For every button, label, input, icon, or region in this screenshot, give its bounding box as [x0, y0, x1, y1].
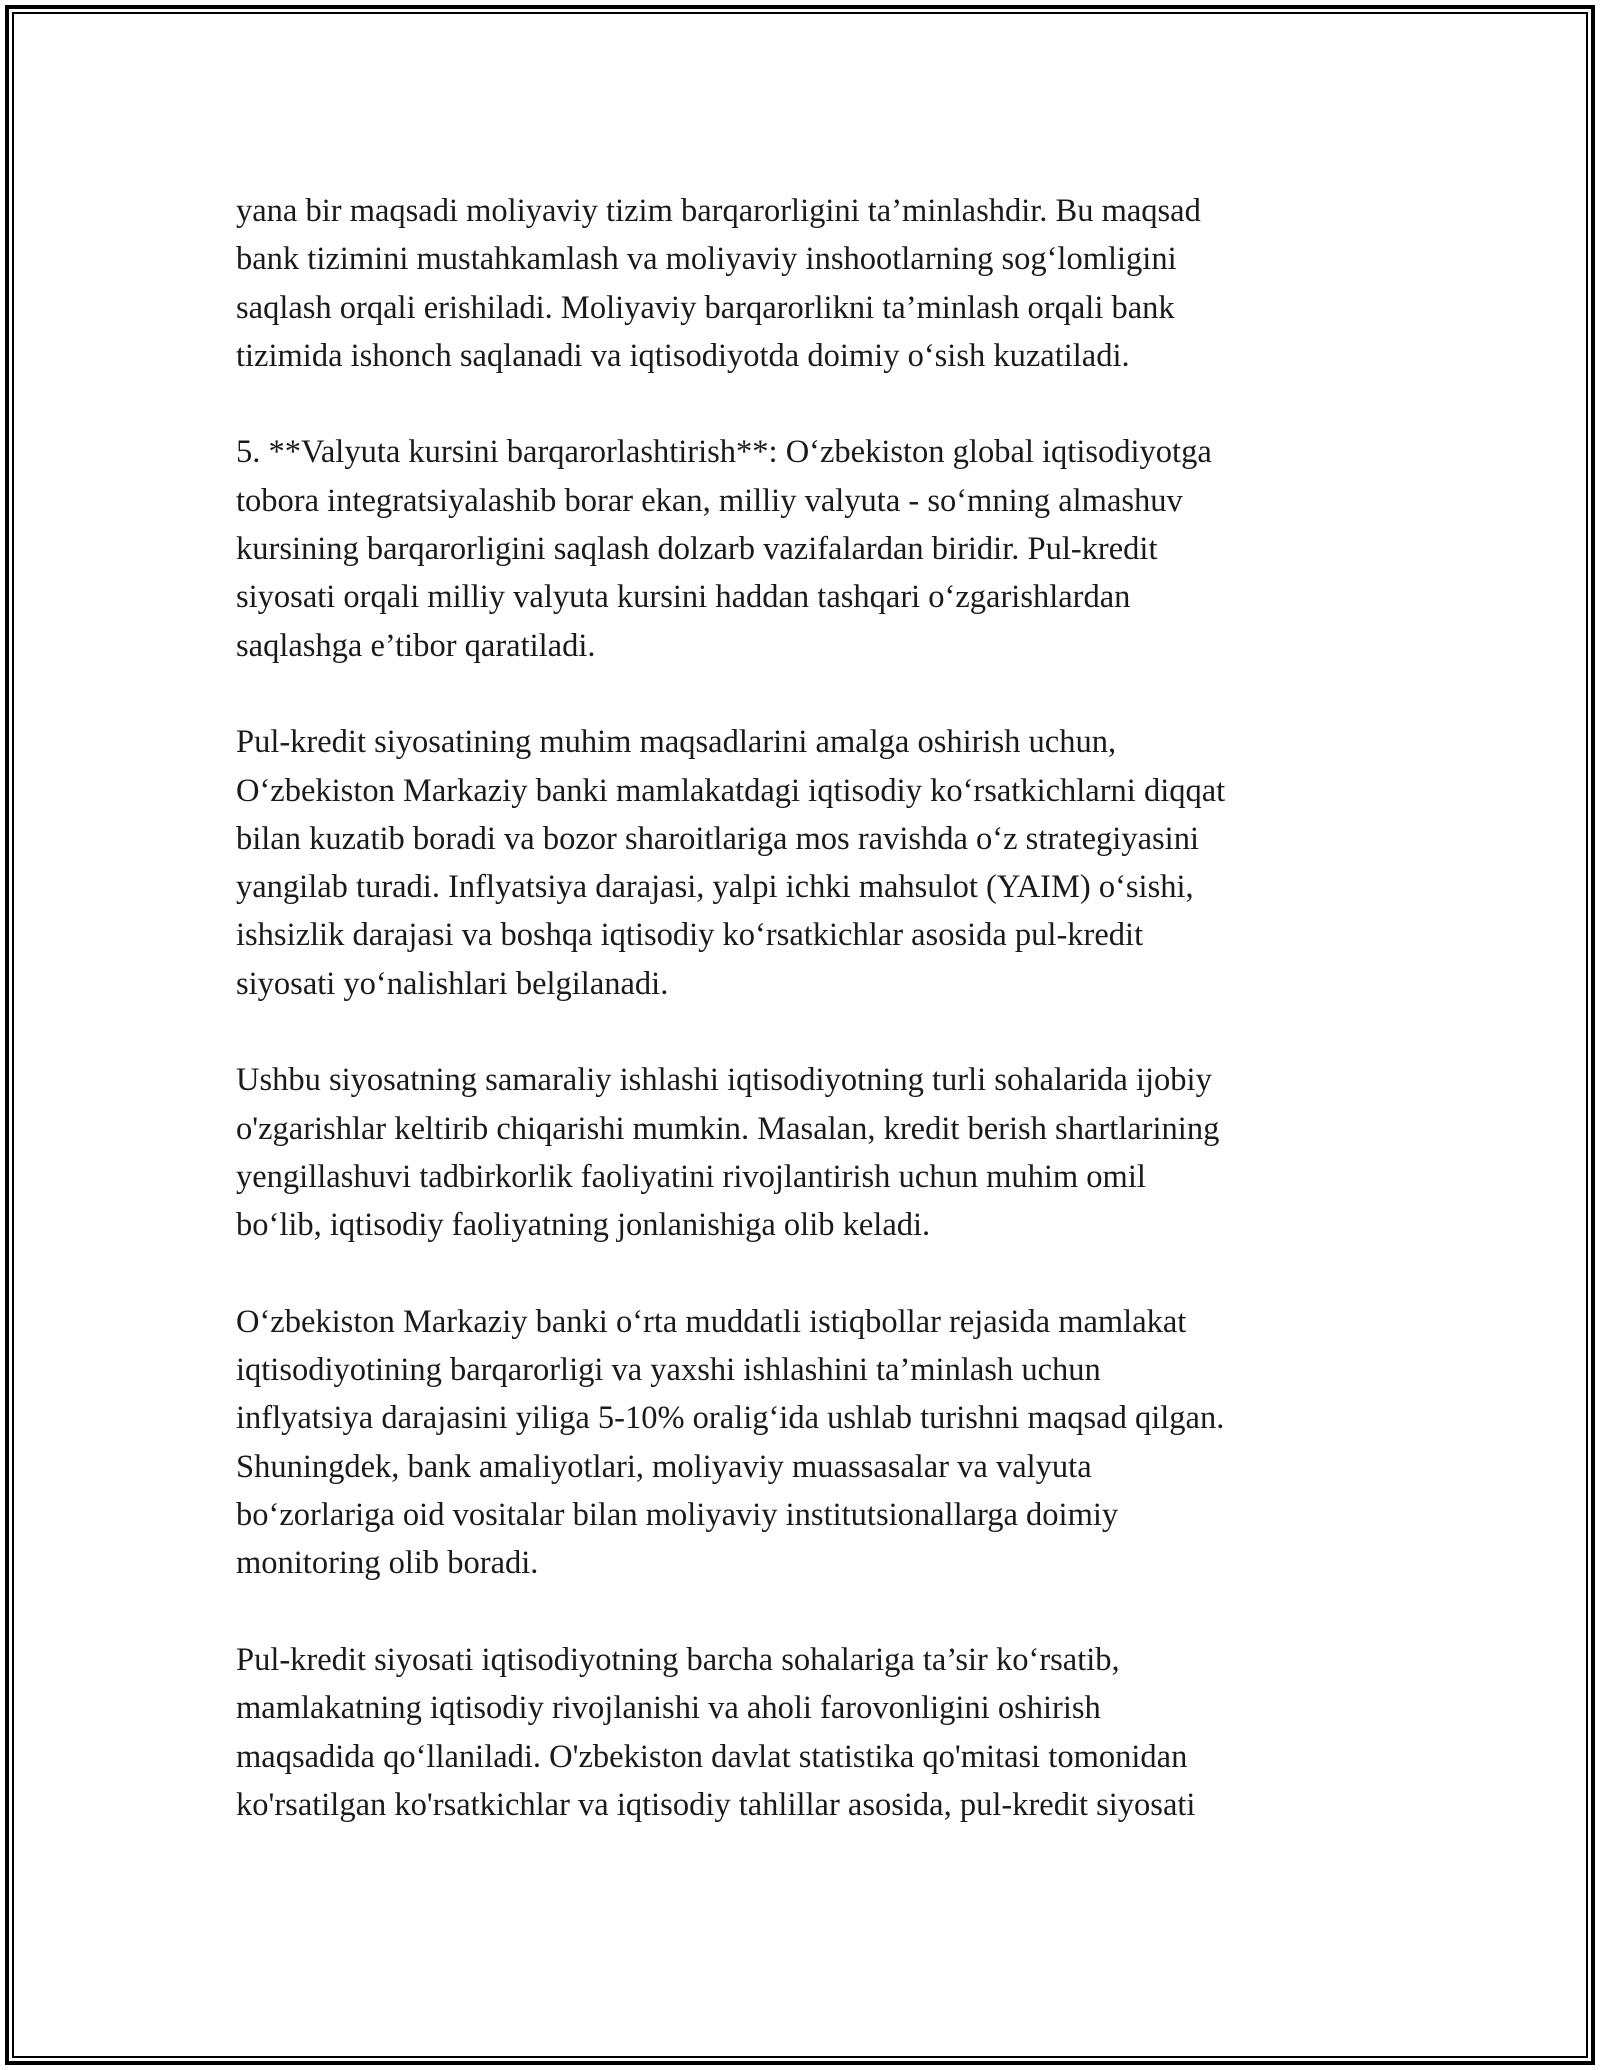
text-line: Pul-kredit siyosatining muhim maqsadlarini amalga oshirish uchun,	[236, 724, 1117, 761]
text-line: Ushbu siyosatning samaraliy ishlashi iqtisodiyotning turli sohalarida ijobiy	[236, 1062, 1212, 1099]
text-line: mamlakatning iqtisodiy rivojlanishi va aholi farovonligini oshirish	[236, 1690, 1101, 1727]
text-line: yangilab turadi. Inflyatsiya darajasi, yalpi ichki mahsulot (YAIM) o‘sishi,	[236, 869, 1194, 906]
text-line: iqtisodiyotining barqarorligi va yaxshi ishlashini ta’minlash uchun	[236, 1352, 1101, 1389]
text-line: siyosati yo‘nalishlari belgilanadi.	[236, 965, 669, 1002]
paragraph-inflation-target	[236, 1298, 1366, 1588]
paragraph-central-bank-monitoring	[236, 718, 1366, 1008]
text-line: bo‘zorlariga oid vositalar bilan moliyaviy institutsionallarga doimiy	[236, 1497, 1119, 1534]
paragraph-exchange-rate	[236, 428, 1366, 669]
text-line: yengillashuvi tadbirkorlik faoliyatini rivojlantirish uchun muhim omil	[236, 1158, 1146, 1195]
text-line: ishsizlik darajasi va boshqa iqtisodiy ko‘rsatkichlar asosida pul-kredit	[236, 917, 1144, 954]
text-line: tizimida ishonch saqlanadi va iqtisodiyotda doimiy o‘sish kuzatiladi.	[236, 337, 1130, 374]
paragraph-policy-impact	[236, 1636, 1366, 1829]
text-line: kursining barqarorligini saqlash dolzarb vazifalardan biridir. Pul-kredit	[236, 531, 1158, 568]
text-line: saqlashga e’tibor qaratiladi.	[236, 627, 596, 664]
text-line: Pul-kredit siyosati iqtisodiyotning barcha sohalariga ta’sir ko‘rsatib,	[236, 1641, 1120, 1678]
text-line: Shuningdek, bank amaliyotlari, moliyaviy muassasalar va valyuta	[236, 1448, 1092, 1485]
text-line: yana bir maqsadi moliyaviy tizim barqarorligini ta’minlashdir. Bu maqsad	[236, 193, 1201, 229]
text-line: tobora integratsiyalashib borar ekan, milliy valyuta - so‘mning almashuv	[236, 482, 1183, 519]
text-line: inflyatsiya darajasini yiliga 5-10% oralig‘ida ushlab turishni maqsad qilgan.	[236, 1400, 1225, 1437]
text-line: maqsadida qo‘llaniladi. O'zbekiston davlat statistika qo'mitasi tomonidan	[236, 1738, 1188, 1775]
text-line: siyosati orqali milliy valyuta kursini haddan tashqari o‘zgarishlardan	[236, 579, 1131, 616]
text-line: o'zgarishlar keltirib chiqarishi mumkin. Masalan, kredit berish shartlarining	[236, 1110, 1220, 1147]
paragraph-policy-effects	[236, 1056, 1366, 1249]
text-line: bo‘lib, iqtisodiy faoliyatning jonlanishiga olib keladi.	[236, 1207, 931, 1244]
text-line: 5. **Valyuta kursini barqarorlashtirish**: O‘zbekiston global iqtisodiyotga	[236, 434, 1212, 471]
text-line: O‘zbekiston Markaziy banki mamlakatdagi iqtisodiy ko‘rsatkichlarni diqqat	[236, 772, 1226, 809]
text-line: O‘zbekiston Markaziy banki o‘rta muddatli istiqbollar rejasida mamlakat	[236, 1303, 1187, 1340]
text-line: ko'rsatilgan ko'rsatkichlar va iqtisodiy tahlillar asosida, pul-kredit siyosati	[236, 1786, 1196, 1823]
text-line: saqlash orqali erishiladi. Moliyaviy barqarorlikni ta’minlash orqali bank	[236, 289, 1175, 326]
document-body	[236, 187, 1366, 1829]
text-line: monitoring olib boradi.	[236, 1545, 539, 1582]
paragraph-financial-stability	[236, 187, 1366, 380]
text-line: bilan kuzatib boradi va bozor sharoitlariga mos ravishda o‘z strategiyasini	[236, 820, 1199, 857]
text-line: bank tizimini mustahkamlash va moliyaviy inshootlarning sog‘lomligini	[236, 241, 1177, 278]
